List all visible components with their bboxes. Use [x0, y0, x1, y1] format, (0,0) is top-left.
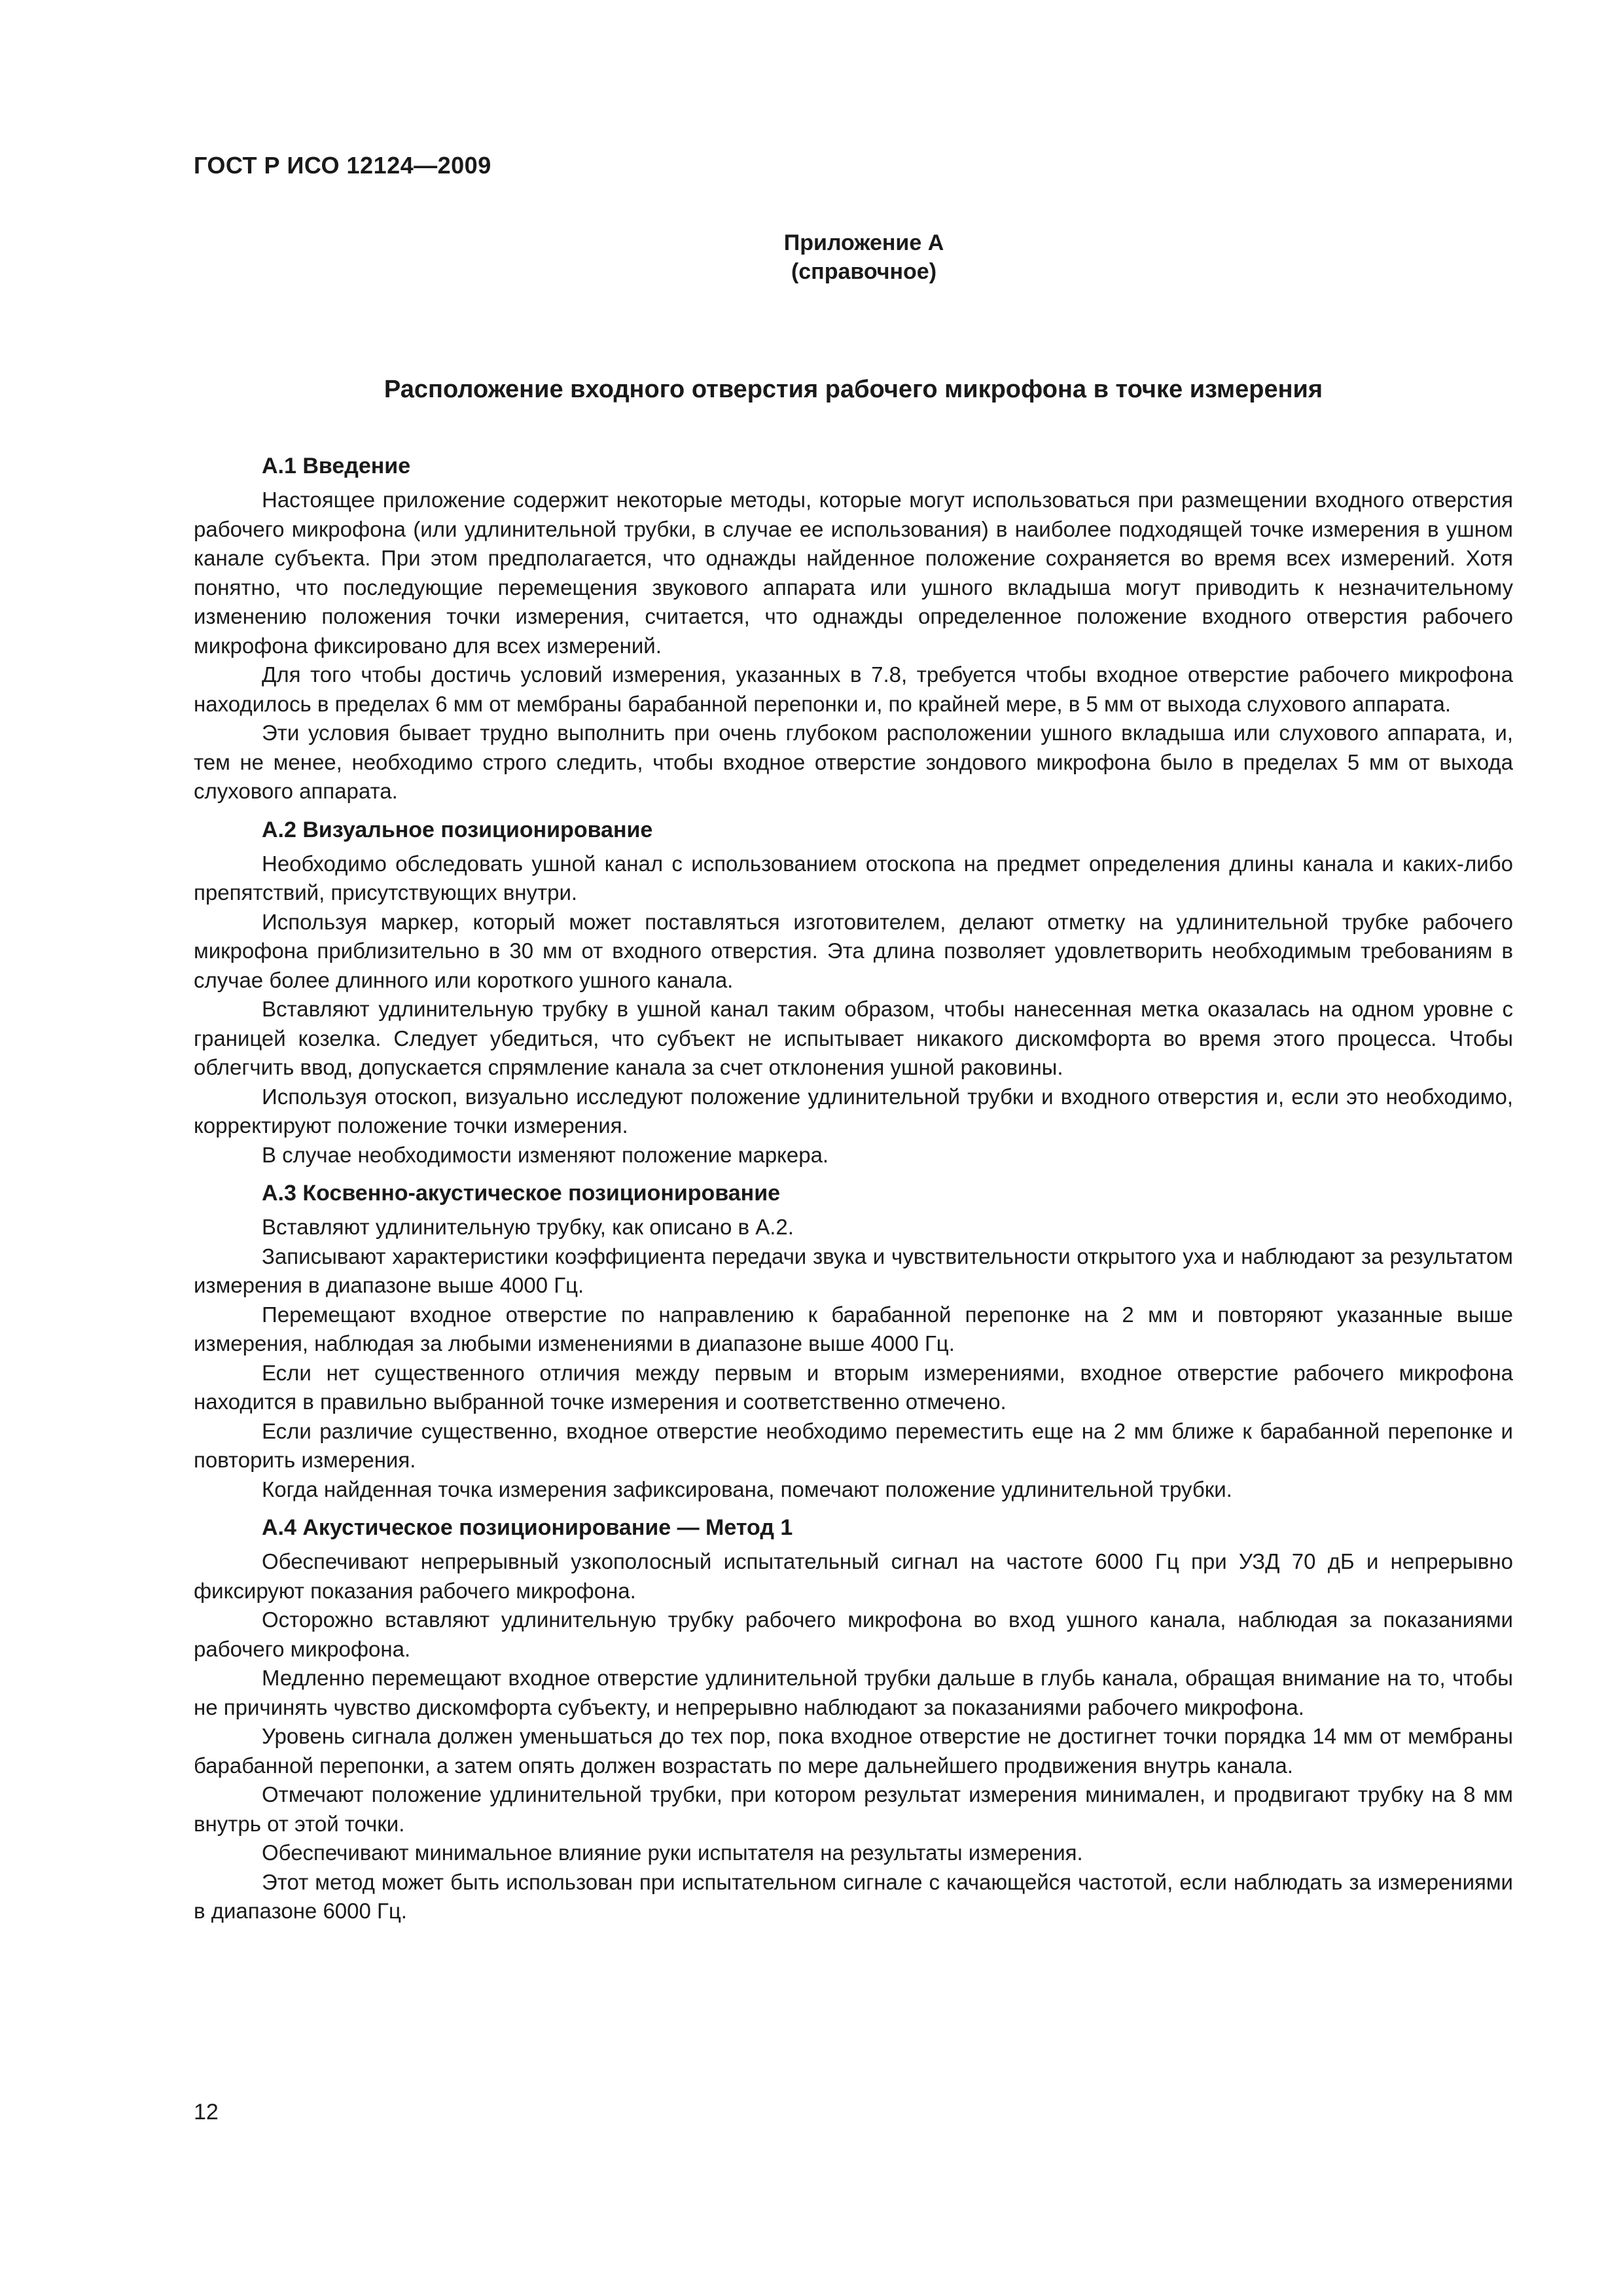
paragraph: Если нет существенного отличия между первым и вторым измерениями, входное отверстие рабочего микрофона находится в правильно выбранной точке измерения и соответственно отмечено.: [194, 1360, 1513, 1414]
paragraph: Обеспечивают непрерывный узкополосный испытательный сигнал на частоте 6000 Гц при УЗД 70 дБ и непрерывно фиксируют показания рабочего микрофона.: [194, 1549, 1513, 1603]
paragraph: Обеспечивают минимальное влияние руки испытателя на результаты измерения.: [262, 1840, 1083, 1865]
section-a4: [194, 1513, 1513, 1926]
section-a2: [194, 816, 1513, 1170]
paragraph: Записывают характеристики коэффициента передачи звука и чувствительности открытого уха и наблюдают за результатом измерения в диапазоне выше 4000 Гц.: [194, 1244, 1513, 1297]
paragraph: Для того чтобы достичь условий измерения, указанных в 7.8, требуется чтобы входное отверстие рабочего микрофона находилось в пределах 6 мм от мембраны барабанной перепонки и, по крайней мере, в 5 мм от выхода слухового аппарата.: [194, 662, 1513, 716]
paragraph: Необходимо обследовать ушной канал с использованием отоскопа на предмет определения длины канала и каких-либо препятствий, присутствующих внутри.: [194, 851, 1513, 905]
page-number: 12: [194, 2100, 219, 2125]
paragraph: В случае необходимости изменяют положение маркера.: [262, 1142, 829, 1167]
section-a3: [194, 1179, 1513, 1504]
appendix-title: Приложение А: [783, 230, 944, 255]
paragraph: Уровень сигнала должен уменьшаться до тех пор, пока входное отверстие не достигнет точки порядка 14 мм от мембраны барабанной перепонки, а затем опять должен возрастать по мере дальнейшего продвижения внутрь канала.: [194, 1724, 1513, 1778]
paragraph: Эти условия бывает трудно выполнить при очень глубоком расположении ушного вкладыша или слухового аппарата, и, тем не менее, необходимо строго следить, чтобы входное отверстие зондового микрофона было в пределах 5 мм от выхода слухового аппарата.: [194, 721, 1513, 803]
paragraph: Если различие существенно, входное отверстие необходимо переместить еще на 2 мм ближе к барабанной перепонке и повторить измерения.: [194, 1418, 1513, 1472]
paragraph: Осторожно вставляют удлинительную трубку рабочего микрофона во вход ушного канала, наблюдая за показаниями рабочего микрофона.: [194, 1607, 1513, 1661]
paragraph: Этот метод может быть использован при испытательном сигнале с качающейся частотой, если наблюдать за измерениями в диапазоне 6000 Гц.: [194, 1869, 1513, 1923]
document-body: [194, 452, 1513, 1935]
paragraph: Перемещают входное отверстие по направлению к барабанной перепонке на 2 мм и повторяют указанные выше измерения, наблюдая за любыми изменениями в диапазоне выше 4000 Гц.: [194, 1302, 1513, 1355]
paragraph: Отмечают положение удлинительной трубки, при котором результат измерения минимален, и продвигают трубку на 8 мм внутрь от этой точки.: [194, 1782, 1513, 1836]
paragraph: Используя маркер, который может поставляться изготовителем, делают отметку на удлинительной трубке рабочего микрофона приблизительно в 30 мм от входного отверстия. Эта длина позволяет удовлетворить необходимым требованиям в случае более длинного или короткого ушного канала.: [194, 909, 1513, 992]
section-heading: А.4 Акустическое позиционирование — Метод 1: [262, 1515, 793, 1540]
paragraph: Вставляют удлинительную трубку, как описано в А.2.: [262, 1215, 794, 1239]
section-heading: А.1 Введение: [262, 454, 411, 478]
section-heading: А.2 Визуальное позиционирование: [262, 817, 653, 842]
appendix-type: (справочное): [791, 259, 937, 284]
paragraph: Вставляют удлинительную трубку в ушной канал таким образом, чтобы нанесенная метка оказалась на одном уровне с границей козелка. Следует убедиться, что субъект не испытывает никакого дискомфорта во время этого процесса. Чтобы облегчить ввод, допускается спрямление канала за счет отклонения ушной раковины.: [194, 997, 1513, 1079]
section-a1: [194, 452, 1513, 806]
standard-header: ГОСТ Р ИСО 12124—2009: [194, 152, 491, 179]
paragraph: Используя отоскоп, визуально исследуют положение удлинительной трубки и входного отверстия и, если это необходимо, корректируют положение точки измерения.: [194, 1084, 1513, 1138]
appendix-heading: Расположение входного отверстия рабочего микрофона в точке измерения: [383, 376, 1323, 403]
paragraph: Настоящее приложение содержит некоторые методы, которые могут использоваться при размещении входного отверстия рабочего микрофона (или удлинительной трубки, в случае ее использования) в наиболее подходящей точке измерения в ушном канале субъекта. При этом предполагается, что однажды найденное положение сохраняется во время всех измерений. Хотя понятно, что последующие перемещения звукового аппарата или ушного вкладыша могут приводить к незначительному изменению положения точки измерения, считается, что однажды определенное положение входного отверстия рабочего микрофона фиксировано для всех измерений.: [194, 488, 1513, 658]
section-heading: А.3 Косвенно-акустическое позиционирование: [262, 1181, 781, 1206]
paragraph: Медленно перемещают входное отверстие удлинительной трубки дальше в глубь канала, обращая внимание на то, чтобы не причинять чувство дискомфорта субъекту, и непрерывно наблюдают за показаниями рабочего микрофона.: [194, 1666, 1513, 1719]
paragraph: Когда найденная точка измерения зафиксирована, помечают положение удлинительной трубки.: [262, 1477, 1232, 1501]
